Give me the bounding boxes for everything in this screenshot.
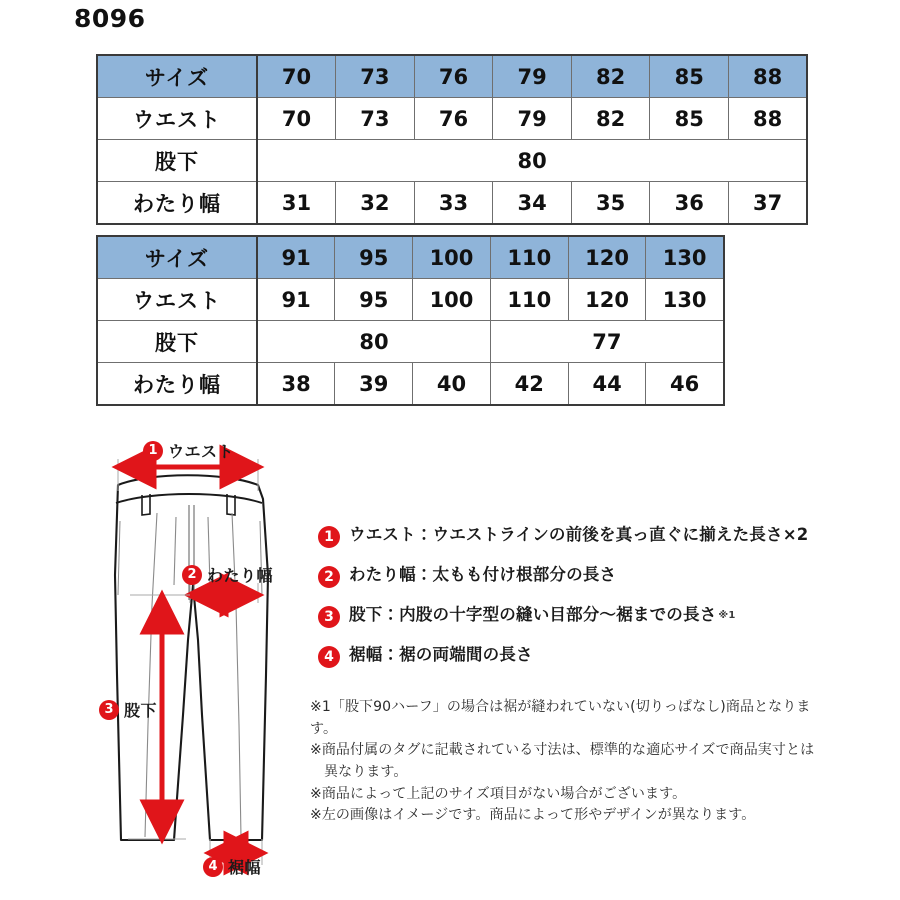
column-header-100: 100 [413, 236, 491, 279]
table-row [97, 279, 724, 321]
badge-1-icon: 1 [143, 441, 163, 461]
row-label-thigh: わたり幅 [97, 182, 257, 225]
footnote-line: ※商品付属のタグに記載されている寸法は、標準的な適応サイズで商品実寸とは [310, 742, 815, 759]
footnote-line: ※左の画像はイメージです。商品によって形やデザインが異なります。 [310, 807, 756, 824]
cell-waist-130: 130 [646, 279, 724, 321]
table-header-row [97, 236, 724, 279]
diagram-label-inseam-text: 股下 [124, 701, 158, 720]
cell-thigh-88: 37 [729, 182, 808, 225]
cell-thigh-100: 40 [413, 363, 491, 406]
footnotes [310, 697, 830, 827]
cell-thigh-82: 35 [571, 182, 650, 225]
table-row [97, 363, 724, 406]
badge-4-icon: 4 [318, 646, 340, 668]
column-header-70: 70 [257, 55, 336, 98]
diagram-label-hem-text: 裾幅 [228, 858, 262, 877]
cell-thigh-120: 44 [568, 363, 646, 406]
pants-measurement-diagram [90, 425, 315, 895]
column-header-120: 120 [568, 236, 646, 279]
column-header-76: 76 [414, 55, 493, 98]
legend-item-inseam-text [349, 605, 736, 626]
cell-waist-110: 110 [490, 279, 568, 321]
footnote-marker: ※1 [718, 610, 736, 621]
column-header-95: 95 [335, 236, 413, 279]
table-header-row [97, 55, 807, 98]
column-header-85: 85 [650, 55, 729, 98]
legend-item-thigh [318, 565, 828, 588]
table-row [97, 98, 807, 140]
cell-waist-76: 76 [414, 98, 493, 140]
diagram-label-waist-text: ウエスト [168, 442, 235, 461]
cell-thigh-110: 42 [490, 363, 568, 406]
cell-inseam-group-2: 77 [490, 321, 723, 363]
measurement-legend [318, 525, 828, 685]
column-header-91: 91 [257, 236, 335, 279]
legend-item-hem [318, 645, 828, 668]
badge-3-icon: 3 [99, 700, 119, 720]
column-header-73: 73 [336, 55, 415, 98]
cell-thigh-79: 34 [493, 182, 572, 225]
column-header-130: 130 [646, 236, 724, 279]
row-label-inseam: 股下 [97, 321, 257, 363]
cell-waist-79: 79 [493, 98, 572, 140]
cell-thigh-95: 39 [335, 363, 413, 406]
cell-thigh-73: 32 [336, 182, 415, 225]
legend-item-waist-text: ウエスト：ウエストラインの前後を真っ直ぐに揃えた長さ×2 [349, 525, 809, 544]
cell-waist-85: 85 [650, 98, 729, 140]
cell-waist-91: 91 [257, 279, 335, 321]
table-row [97, 140, 807, 182]
badge-3-icon: 3 [318, 606, 340, 628]
diagram-label-thigh-text: わたり幅 [207, 566, 274, 585]
cell-thigh-130: 46 [646, 363, 724, 406]
cell-waist-82: 82 [571, 98, 650, 140]
row-label-waist: ウエスト [97, 98, 257, 140]
badge-2-icon: 2 [318, 566, 340, 588]
row-label-thigh: わたり幅 [97, 363, 257, 406]
size-table-large [96, 235, 725, 406]
cell-thigh-85: 36 [650, 182, 729, 225]
badge-1-icon: 1 [318, 526, 340, 548]
cell-thigh-70: 31 [257, 182, 336, 225]
diagram-label-waist [143, 439, 234, 462]
column-header-110: 110 [490, 236, 568, 279]
diagram-label-thigh [182, 563, 273, 586]
cell-waist-120: 120 [568, 279, 646, 321]
footnote-line: ※1「股下90ハーフ」の場合は裾が縫われていない(切りっぱなし)商品となります。 [310, 699, 811, 737]
badge-4-icon: 4 [203, 857, 223, 877]
cell-waist-73: 73 [336, 98, 415, 140]
row-label-waist: ウエスト [97, 279, 257, 321]
cell-waist-95: 95 [335, 279, 413, 321]
column-header-82: 82 [571, 55, 650, 98]
badge-2-icon: 2 [182, 565, 202, 585]
cell-waist-70: 70 [257, 98, 336, 140]
cell-thigh-91: 38 [257, 363, 335, 406]
page-title: 8096 [74, 4, 146, 33]
legend-item-hem-text: 裾幅：裾の両端間の長さ [349, 645, 533, 664]
size-table-small [96, 54, 808, 225]
legend-item-inseam [318, 605, 828, 628]
row-label-inseam: 股下 [97, 140, 257, 182]
diagram-label-inseam [99, 698, 157, 721]
table-row [97, 321, 724, 363]
cell-inseam-group-1: 80 [257, 321, 490, 363]
legend-item-waist [318, 525, 828, 548]
cell-inseam-all: 80 [257, 140, 807, 182]
table-row [97, 182, 807, 225]
diagram-label-hem [203, 855, 261, 878]
cell-thigh-76: 33 [414, 182, 493, 225]
legend-item-inseam-label: 股下：内股の十字型の縫い目部分〜裾までの長さ [349, 605, 717, 624]
column-header-size: サイズ [97, 55, 257, 98]
column-header-size: サイズ [97, 236, 257, 279]
column-header-88: 88 [729, 55, 808, 98]
cell-waist-100: 100 [413, 279, 491, 321]
cell-waist-88: 88 [729, 98, 808, 140]
legend-item-thigh-text: わたり幅：太もも付け根部分の長さ [349, 565, 617, 584]
footnote-line: 異なります。 [324, 764, 408, 781]
footnote-line: ※商品によって上記のサイズ項目がない場合がございます。 [310, 785, 687, 802]
column-header-79: 79 [493, 55, 572, 98]
